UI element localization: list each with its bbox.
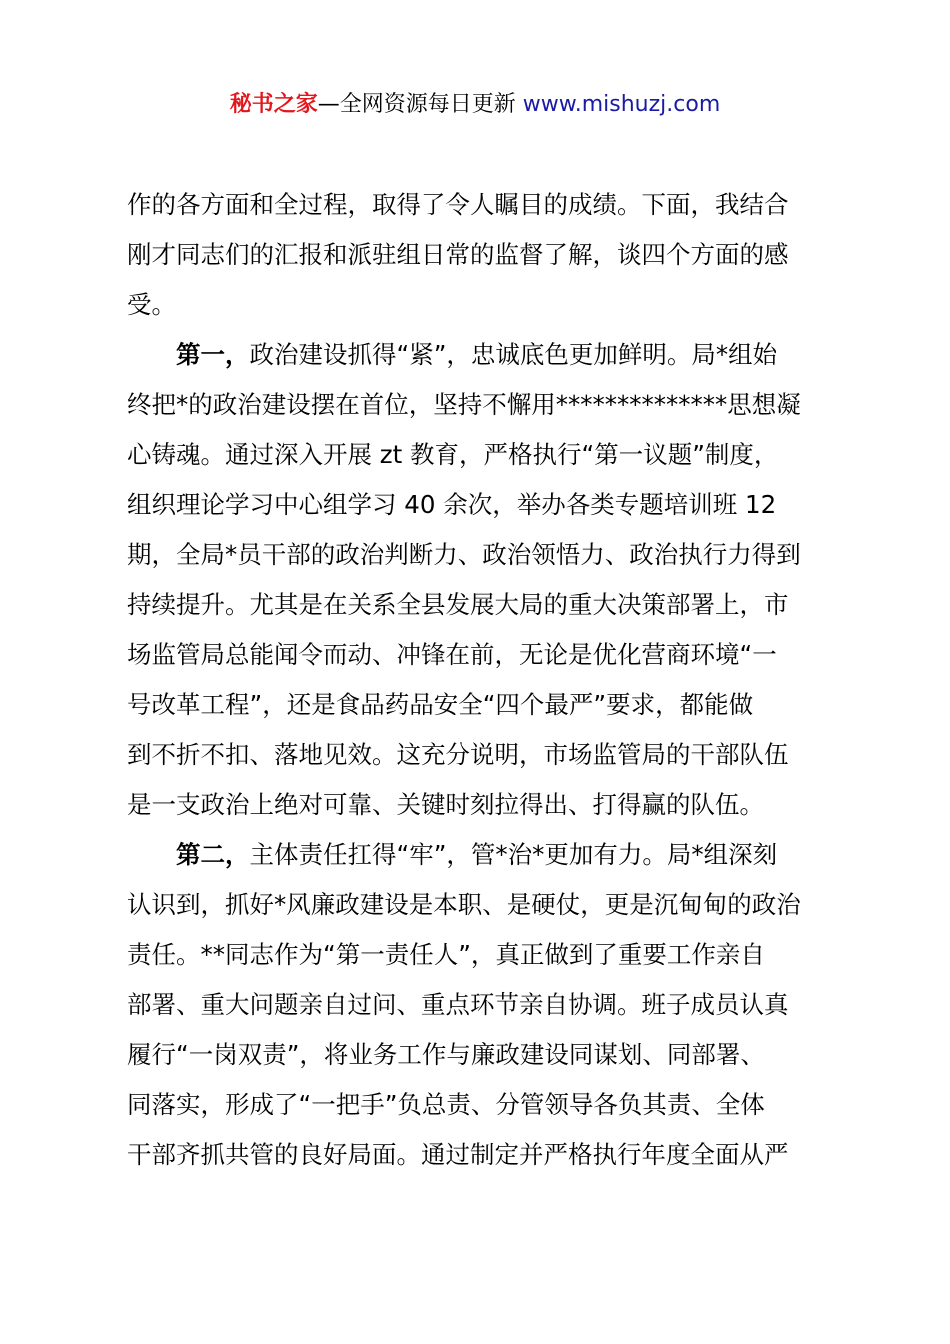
text-line	[127, 630, 835, 680]
line-text: 心铸魂。通过深入开展 zt 教育，严格执行“第一议题”制度，	[127, 440, 779, 469]
line-text: 作的各方面和全过程，取得了令人瞩目的成绩。下面，我结合	[127, 190, 789, 219]
line-text: 终把*的政治建设摆在首位，坚持不懈用**************思想凝	[127, 390, 801, 419]
text-line	[127, 730, 835, 780]
line-text: 责任。**同志作为“第一责任人”，真正做到了重要工作亲自	[127, 940, 765, 969]
line-text: 同落实，形成了“一把手”负总责、分管领导各负其责、全体	[127, 1090, 765, 1119]
line-text: 干部齐抓共管的良好局面。通过制定并严格执行年度全面从严	[127, 1140, 789, 1169]
text-line	[127, 1030, 835, 1080]
line-text: 组织理论学习中心组学习 40 余次，举办各类专题培训班 12	[127, 490, 777, 519]
text-line	[127, 1080, 835, 1130]
brand-name: 秘书之家	[229, 92, 318, 117]
text-line	[127, 330, 835, 380]
line-text: 认识到，抓好*风廉政建设是本职、是硬仗，更是沉甸甸的政治	[127, 890, 801, 919]
line-text: 场监管局总能闻令而动、冲锋在前，无论是优化营商环境“一	[127, 640, 777, 669]
text-line	[127, 230, 835, 280]
line-text: 政治建设抓得“紧”，忠诚底色更加鲜明。局*组始	[249, 340, 778, 369]
line-text: 期，全局*员干部的政治判断力、政治领悟力、政治执行力得到	[127, 540, 801, 569]
line-text: 受。	[127, 290, 176, 319]
text-line	[127, 580, 835, 630]
text-line	[127, 180, 835, 230]
text-line	[127, 380, 835, 430]
line-text: 刚才同志们的汇报和派驻组日常的监督了解，谈四个方面的感	[127, 240, 789, 269]
text-line	[127, 1130, 835, 1180]
line-text: 到不折不扣、落地见效。这充分说明，市场监管局的干部队伍	[127, 740, 789, 769]
paragraph-lead: 第一，	[176, 340, 250, 369]
line-text: 履行“一岗双责”，将业务工作与廉政建设同谋划、同部署、	[127, 1040, 765, 1069]
text-line	[127, 930, 835, 980]
line-text: 是一支政治上绝对可靠、关键时刻拉得出、打得赢的队伍。	[127, 790, 764, 819]
text-line	[127, 480, 835, 530]
text-line	[127, 530, 835, 580]
page-header	[0, 88, 950, 122]
line-text: 号改革工程”，还是食品药品安全“四个最严”要求，都能做	[127, 690, 754, 719]
text-line	[127, 880, 835, 930]
text-line	[127, 430, 835, 480]
line-text: 部署、重大问题亲自过问、重点环节亲自协调。班子成员认真	[127, 990, 789, 1019]
line-text: 持续提升。尤其是在关系全县发展大局的重大决策部署上，市	[127, 590, 789, 619]
text-line	[127, 830, 835, 880]
text-line	[127, 980, 835, 1030]
paragraph-lead: 第二，	[176, 840, 250, 869]
line-text: 主体责任扛得“牢”，管*治*更加有力。局*组深刻	[249, 840, 778, 869]
text-line	[127, 280, 835, 330]
header-slogan: —全网资源每日更新	[317, 92, 516, 117]
site-url-link[interactable]: www.mishuzj.com	[522, 92, 721, 117]
text-line	[127, 780, 835, 830]
text-line	[127, 680, 835, 730]
document-body	[127, 180, 835, 1180]
